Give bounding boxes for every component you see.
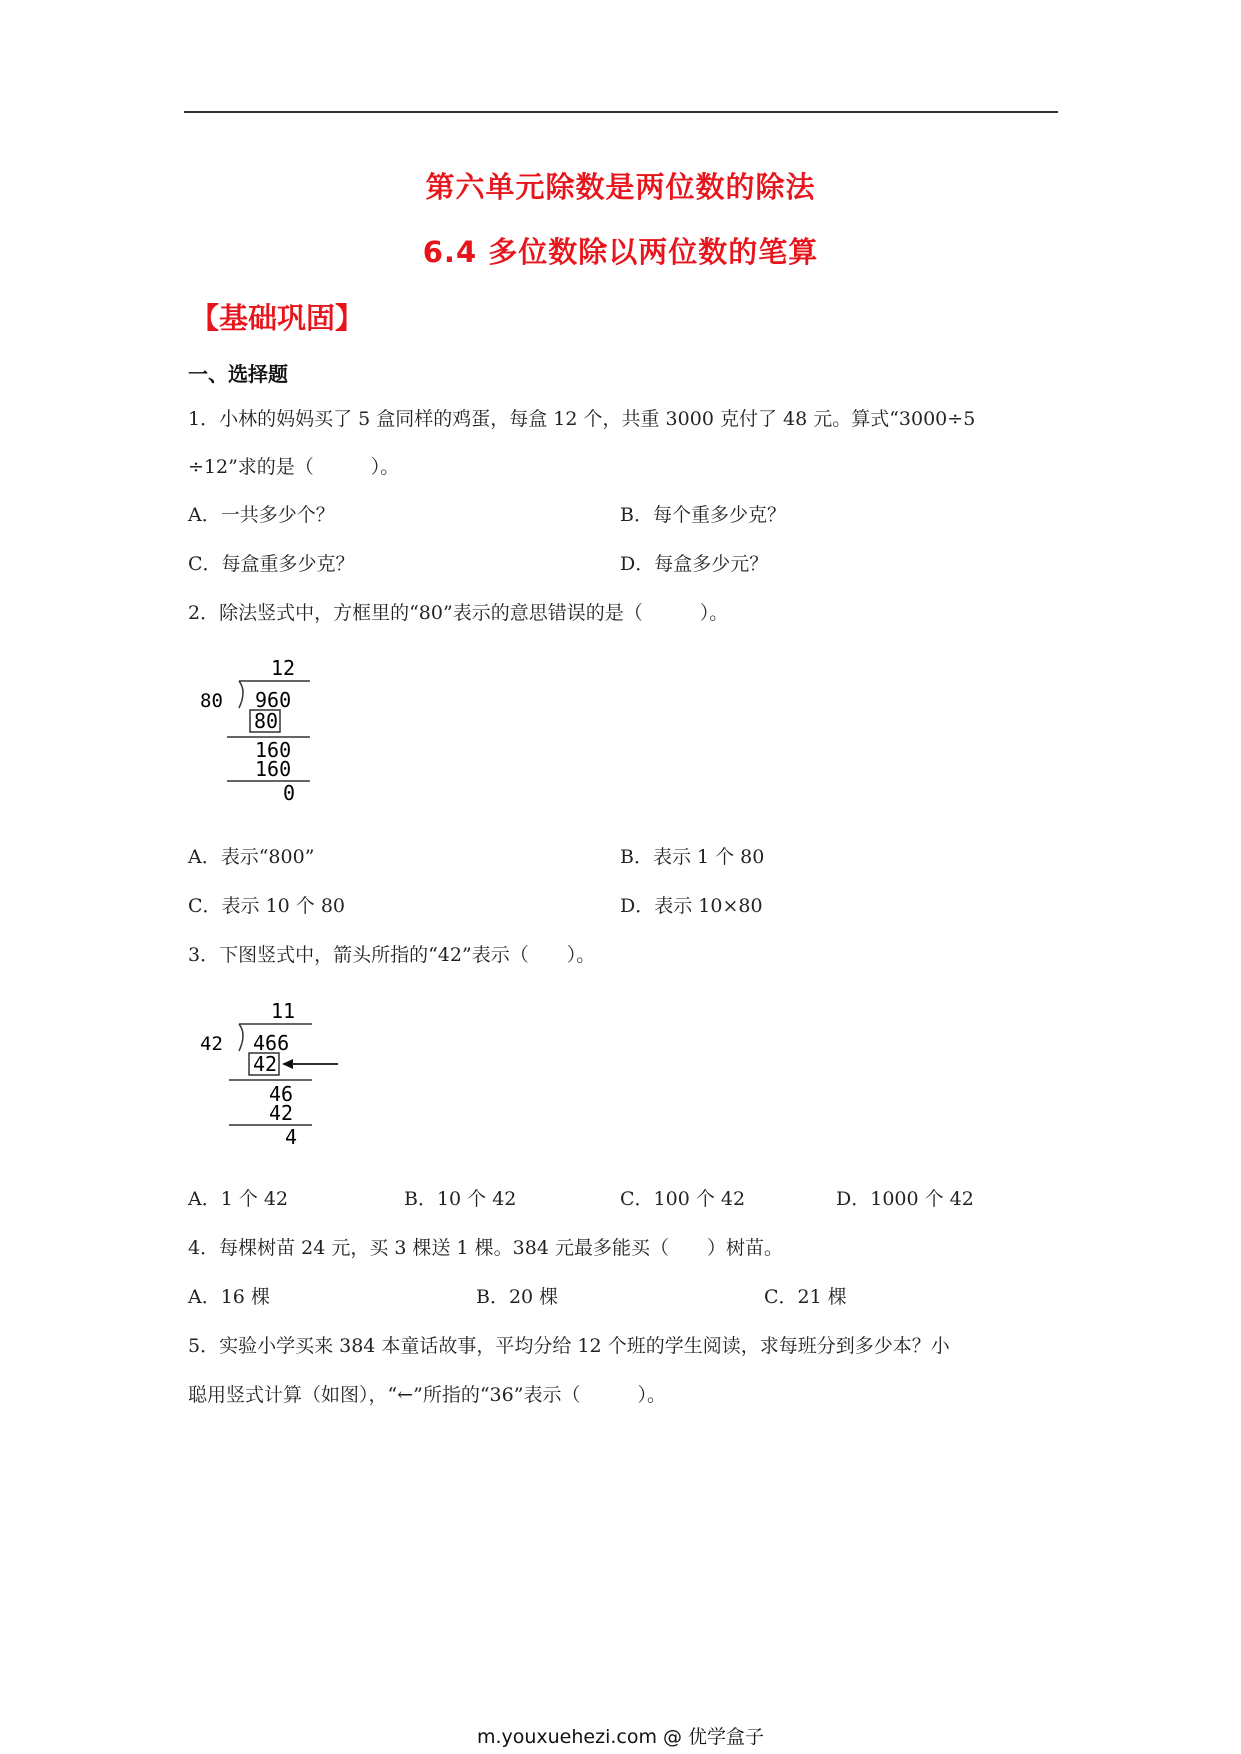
q3-option-b: B．10 个 42 <box>404 1188 517 1210</box>
footer-watermark[interactable]: m.youxuehezi.com @ 优学盒子 <box>476 1726 765 1748</box>
q3-option-d: D．1000 个 42 <box>836 1188 974 1210</box>
q3-arrow-icon <box>282 1059 293 1069</box>
q3-remainder: 4 <box>285 1125 298 1149</box>
q2-dividend: 960 <box>255 688 292 712</box>
q5-line-2: 聪用竖式计算（如图），“←”所指的“36”表示（ ）。 <box>188 1384 666 1406</box>
q3-divisor: 42 <box>200 1033 223 1055</box>
q2-option-c: C．表示 10 个 80 <box>188 895 346 917</box>
q2-option-a: A．表示“800” <box>188 846 315 868</box>
q1-option-a: A．一共多少个？ <box>188 504 335 526</box>
q2-boxed-value: 80 <box>254 709 279 733</box>
q5-line-1: 5．实验小学买来 384 本童话故事，平均分给 12 个班的学生阅读，求每班分到多少本？小 <box>188 1335 950 1357</box>
section-heading: 【基础巩固】 <box>190 301 365 335</box>
q4-line-1: 4．每棵树苗 24 元，买 3 棵送 1 棵。384 元最多能买（ ）树苗。 <box>188 1237 783 1259</box>
q3-partial-1: 46 <box>269 1082 294 1106</box>
q2-divisor: 80 <box>200 690 223 712</box>
q2-option-b: B．表示 1 个 80 <box>620 846 765 868</box>
q1-option-d: D．每盒多少元？ <box>620 553 769 575</box>
q2-line-1: 2．除法竖式中，方框里的“80”表示的意思错误的是（ ）。 <box>188 602 729 624</box>
q3-option-c: C．100 个 42 <box>620 1188 746 1210</box>
q3-quotient: 11 <box>271 999 296 1023</box>
q1-line-1: 1．小林的妈妈买了 5 盒同样的鸡蛋，每盒 12 个，共重 3000 克付了 48 元。算式“3000÷5 <box>188 408 976 430</box>
q3-option-a: A．1 个 42 <box>188 1188 289 1210</box>
q1-line-2: ÷12”求的是（ ）。 <box>188 456 400 478</box>
q3-boxed-value: 42 <box>253 1052 278 1076</box>
q2-option-d: D．表示 10×80 <box>620 895 763 917</box>
q3-line-1: 3．下图竖式中，箭头所指的“42”表示（ ）。 <box>188 944 596 966</box>
q1-option-c: C．每盒重多少克？ <box>188 553 355 575</box>
q3-dividend: 466 <box>253 1031 290 1055</box>
q3-partial-2: 42 <box>269 1101 294 1125</box>
page-title: 第六单元除数是两位数的除法 <box>425 170 816 204</box>
q2-partial-1: 160 <box>255 738 292 762</box>
q4-option-b: B．20 棵 <box>476 1286 559 1308</box>
q4-option-c: C．21 棵 <box>764 1286 847 1308</box>
q2-partial-2: 160 <box>255 757 292 781</box>
top-rule <box>184 111 1058 113</box>
part-heading: 一、选择题 <box>188 362 288 386</box>
q4-option-a: A．16 棵 <box>188 1286 270 1308</box>
q1-option-b: B．每个重多少克？ <box>620 504 786 526</box>
q3-division-figure <box>195 993 345 1157</box>
q2-quotient: 12 <box>271 656 296 680</box>
q2-remainder: 0 <box>283 781 296 805</box>
q2-division-figure <box>195 650 325 814</box>
page-subtitle: 6.4 多位数除以两位数的笔算 <box>422 235 819 269</box>
